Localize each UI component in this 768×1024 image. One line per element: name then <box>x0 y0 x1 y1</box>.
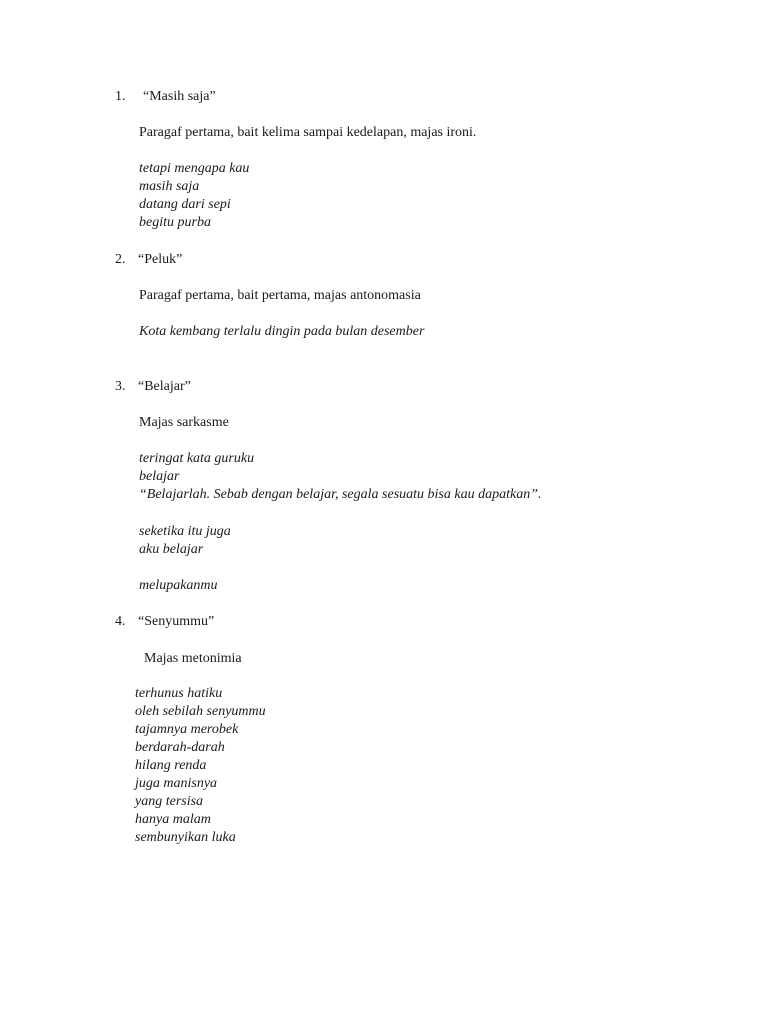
verse-line: melupakanmu <box>139 578 218 593</box>
verse-line: seketika itu juga <box>139 524 231 539</box>
section-title-3: “Belajar” <box>138 379 191 394</box>
verse-line: tetapi mengapa kau <box>139 161 250 176</box>
verse-line: hanya malam <box>135 812 211 827</box>
verse-line: tajamnya merobek <box>135 722 239 737</box>
verse-line: datang dari sepi <box>139 197 231 212</box>
verse-line: berdarah-darah <box>135 740 225 755</box>
section-title-2: “Peluk” <box>138 252 183 267</box>
verse-line: begitu purba <box>139 215 211 230</box>
list-number-1: 1. <box>115 89 126 104</box>
list-number-2: 2. <box>115 252 126 267</box>
list-number-3: 3. <box>115 379 126 394</box>
verse-line: yang tersisa <box>135 794 204 809</box>
verse-line: oleh sebilah senyummu <box>135 704 266 719</box>
section-description-3: Majas sarkasme <box>139 415 229 430</box>
verse-line: Kota kembang terlalu dingin pada bulan desember <box>139 324 425 339</box>
verse-line: belajar <box>139 469 180 484</box>
verse-line: aku belajar <box>139 542 204 557</box>
verse-line: terhunus hatiku <box>135 686 223 701</box>
section-description-2: Paragaf pertama, bait pertama, majas antonomasia <box>139 288 421 303</box>
section-description-4: Majas metonimia <box>144 651 242 666</box>
verse-line: hilang renda <box>135 758 207 773</box>
section-title-1: “Masih saja” <box>143 89 216 104</box>
verse-line: teringat kata guruku <box>139 451 255 466</box>
verse-line: juga manisnya <box>135 776 218 791</box>
section-description-1: Paragaf pertama, bait kelima sampai kedelapan, majas ironi. <box>139 125 477 140</box>
verse-line: “Belajarlah. Sebab dengan belajar, segala sesuatu bisa kau dapatkan”. <box>139 487 542 502</box>
verse-line: sembunyikan luka <box>135 830 236 845</box>
list-number-4: 4. <box>115 614 126 629</box>
section-title-4: “Senyummu” <box>138 614 215 629</box>
verse-line: masih saja <box>139 179 200 194</box>
